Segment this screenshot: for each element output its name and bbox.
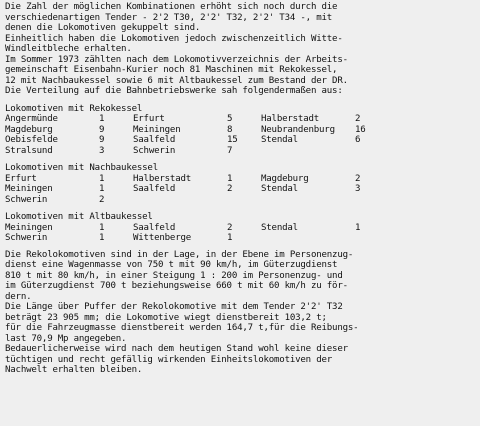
intro-paragraph — [5, 2, 475, 97]
section-heading-altbaukessel: Lokomotiven mit Altbaukessel — [5, 212, 153, 222]
table-row — [5, 135, 389, 146]
depot-count — [355, 195, 389, 206]
depot-count: 1 — [355, 222, 361, 233]
depot-count: 9 — [99, 135, 105, 145]
depot-name — [261, 195, 355, 206]
depot-name: Halberstadt — [133, 173, 192, 184]
depot-count: 1 — [227, 173, 233, 184]
text-line: im Güterzugdienst 700 t beziehungsweise 660 t mit 60 km/h zu för- — [5, 281, 348, 291]
table-row — [5, 233, 389, 244]
depot-name: Schwerin — [5, 194, 48, 205]
text-line: 12 mit Nachbaukessel sowie 6 mit Altbaukessel zum Bestand der DR. — [5, 75, 348, 86]
text-line: Die Länge über Puffer der Rekolokomotive mit dem Tender 2'2' T32 — [5, 302, 343, 312]
depot-name: Stendal — [261, 222, 298, 233]
text-line: Bedauerlicherweise wird nach dem heutigen Stand wohl keine dieser — [5, 344, 348, 354]
depot-name: Erfurt — [5, 173, 37, 184]
depot-name: Wittenberge — [133, 233, 192, 243]
depot-count: 3 — [99, 145, 105, 156]
table-row — [5, 125, 389, 136]
text-line: verschiedenartigen Tender - 2'2 T30, 2'2' T32, 2'2' T34 -, mit — [5, 12, 333, 23]
text-line: gemeinschaft Eisenbahn-Kurier noch 81 Maschinen mit Rekokessel, — [5, 65, 338, 75]
depot-table-rekokessel — [5, 114, 389, 156]
depot-count: 15 — [227, 135, 238, 145]
depot-count: 16 — [355, 124, 366, 135]
text-line: Einheitlich haben die Lokomotiven jedoch zwischenzeitlich Witte- — [5, 33, 343, 44]
text-line: denen die Lokomotiven gekuppelt sind. — [5, 23, 201, 33]
depot-count: 9 — [99, 124, 105, 135]
depot-count: 1 — [99, 173, 105, 184]
text-line: 810 t mit 80 km/h, in einer Steigung 1 : 200 im Personenzug- und — [5, 270, 343, 281]
depot-name: Neubrandenburg — [261, 124, 335, 135]
depot-name: Angermünde — [5, 114, 58, 124]
depot-count: 2 — [227, 184, 233, 194]
depot-name — [133, 195, 227, 206]
text-line: Im Sommer 1973 zählten nach dem Lokomotivverzeichnis der Arbeits- — [5, 54, 348, 65]
depot-count: 5 — [227, 114, 233, 124]
text-line: tüchtigen und recht gefällig wirkenden Einheitslokomotiven der — [5, 354, 333, 365]
depot-count: 2 — [355, 173, 361, 184]
depot-name: Saalfeld — [133, 184, 176, 194]
depot-table-altbaukessel — [5, 223, 389, 244]
depot-name: Saalfeld — [133, 135, 176, 145]
table-row — [5, 195, 389, 206]
text-line: Die Verteilung auf die Bahnbetriebswerke sah folgendermaßen aus: — [5, 86, 343, 96]
text-line: dienst eine Wagenmasse von 750 t mit 90 km/h, im Güterzugdienst — [5, 260, 338, 270]
text-line: dern. — [5, 291, 32, 302]
text-line: last 70,9 Mp angegeben. — [5, 333, 127, 344]
depot-name: Meiningen — [5, 184, 53, 194]
depot-count — [355, 146, 389, 157]
depot-name: Saalfeld — [133, 222, 176, 233]
table-row — [5, 114, 389, 125]
depot-name: Schwerin — [133, 145, 176, 156]
depot-table-nachbaukessel — [5, 174, 389, 206]
depot-name: Oebisfelde — [5, 135, 58, 145]
depot-name: Magdeburg — [261, 173, 309, 184]
depot-count: 2 — [99, 194, 105, 205]
depot-name — [261, 146, 355, 157]
text-line: Die Zahl der möglichen Kombinationen erhöht sich noch durch die — [5, 2, 338, 12]
depot-name: Meiningen — [5, 222, 53, 233]
depot-count: 1 — [99, 222, 105, 233]
depot-name: Magdeburg — [5, 124, 53, 135]
depot-count: 7 — [227, 145, 233, 156]
depot-count — [227, 195, 261, 206]
text-line: Die Rekolokomotiven sind in der Lage, in der Ebene im Personenzug- — [5, 249, 354, 260]
depot-name: Schwerin — [5, 233, 48, 243]
text-line: Windleitbleche erhalten. — [5, 44, 132, 54]
depot-count: 2 — [227, 222, 233, 233]
depot-name: Stendal — [261, 135, 298, 145]
text-line: beträgt 23 905 mm; die Lokomotive wiegt dienstbereit 103,2 t; — [5, 312, 327, 323]
depot-name: Meiningen — [133, 124, 181, 135]
depot-name: Halberstadt — [261, 114, 320, 124]
depot-count: 1 — [99, 184, 105, 194]
depot-count: 1 — [227, 233, 233, 243]
section-heading-nachbaukessel: Lokomotiven mit Nachbaukessel — [5, 163, 158, 173]
depot-count: 8 — [227, 124, 233, 135]
table-row — [5, 184, 389, 195]
section-heading-rekokessel: Lokomotiven mit Rekokessel — [5, 103, 143, 114]
depot-name — [261, 233, 355, 244]
depot-name: Erfurt — [133, 114, 165, 124]
text-line: Nachwelt erhalten bleiben. — [5, 365, 143, 375]
depot-name: Stralsund — [5, 145, 53, 156]
depot-name: Stendal — [261, 184, 298, 194]
depot-count — [355, 233, 389, 244]
depot-count: 2 — [355, 114, 361, 124]
table-row — [5, 174, 389, 185]
outro-paragraph — [5, 250, 475, 376]
text-line: für die Fahrzeugmasse dienstbereit werden 164,7 t,für die Reibungs- — [5, 323, 359, 333]
table-row — [5, 146, 389, 157]
depot-count: 6 — [355, 135, 361, 145]
table-row — [5, 223, 389, 234]
depot-count: 3 — [355, 184, 361, 194]
depot-count: 1 — [99, 114, 105, 124]
depot-count: 1 — [99, 233, 105, 243]
